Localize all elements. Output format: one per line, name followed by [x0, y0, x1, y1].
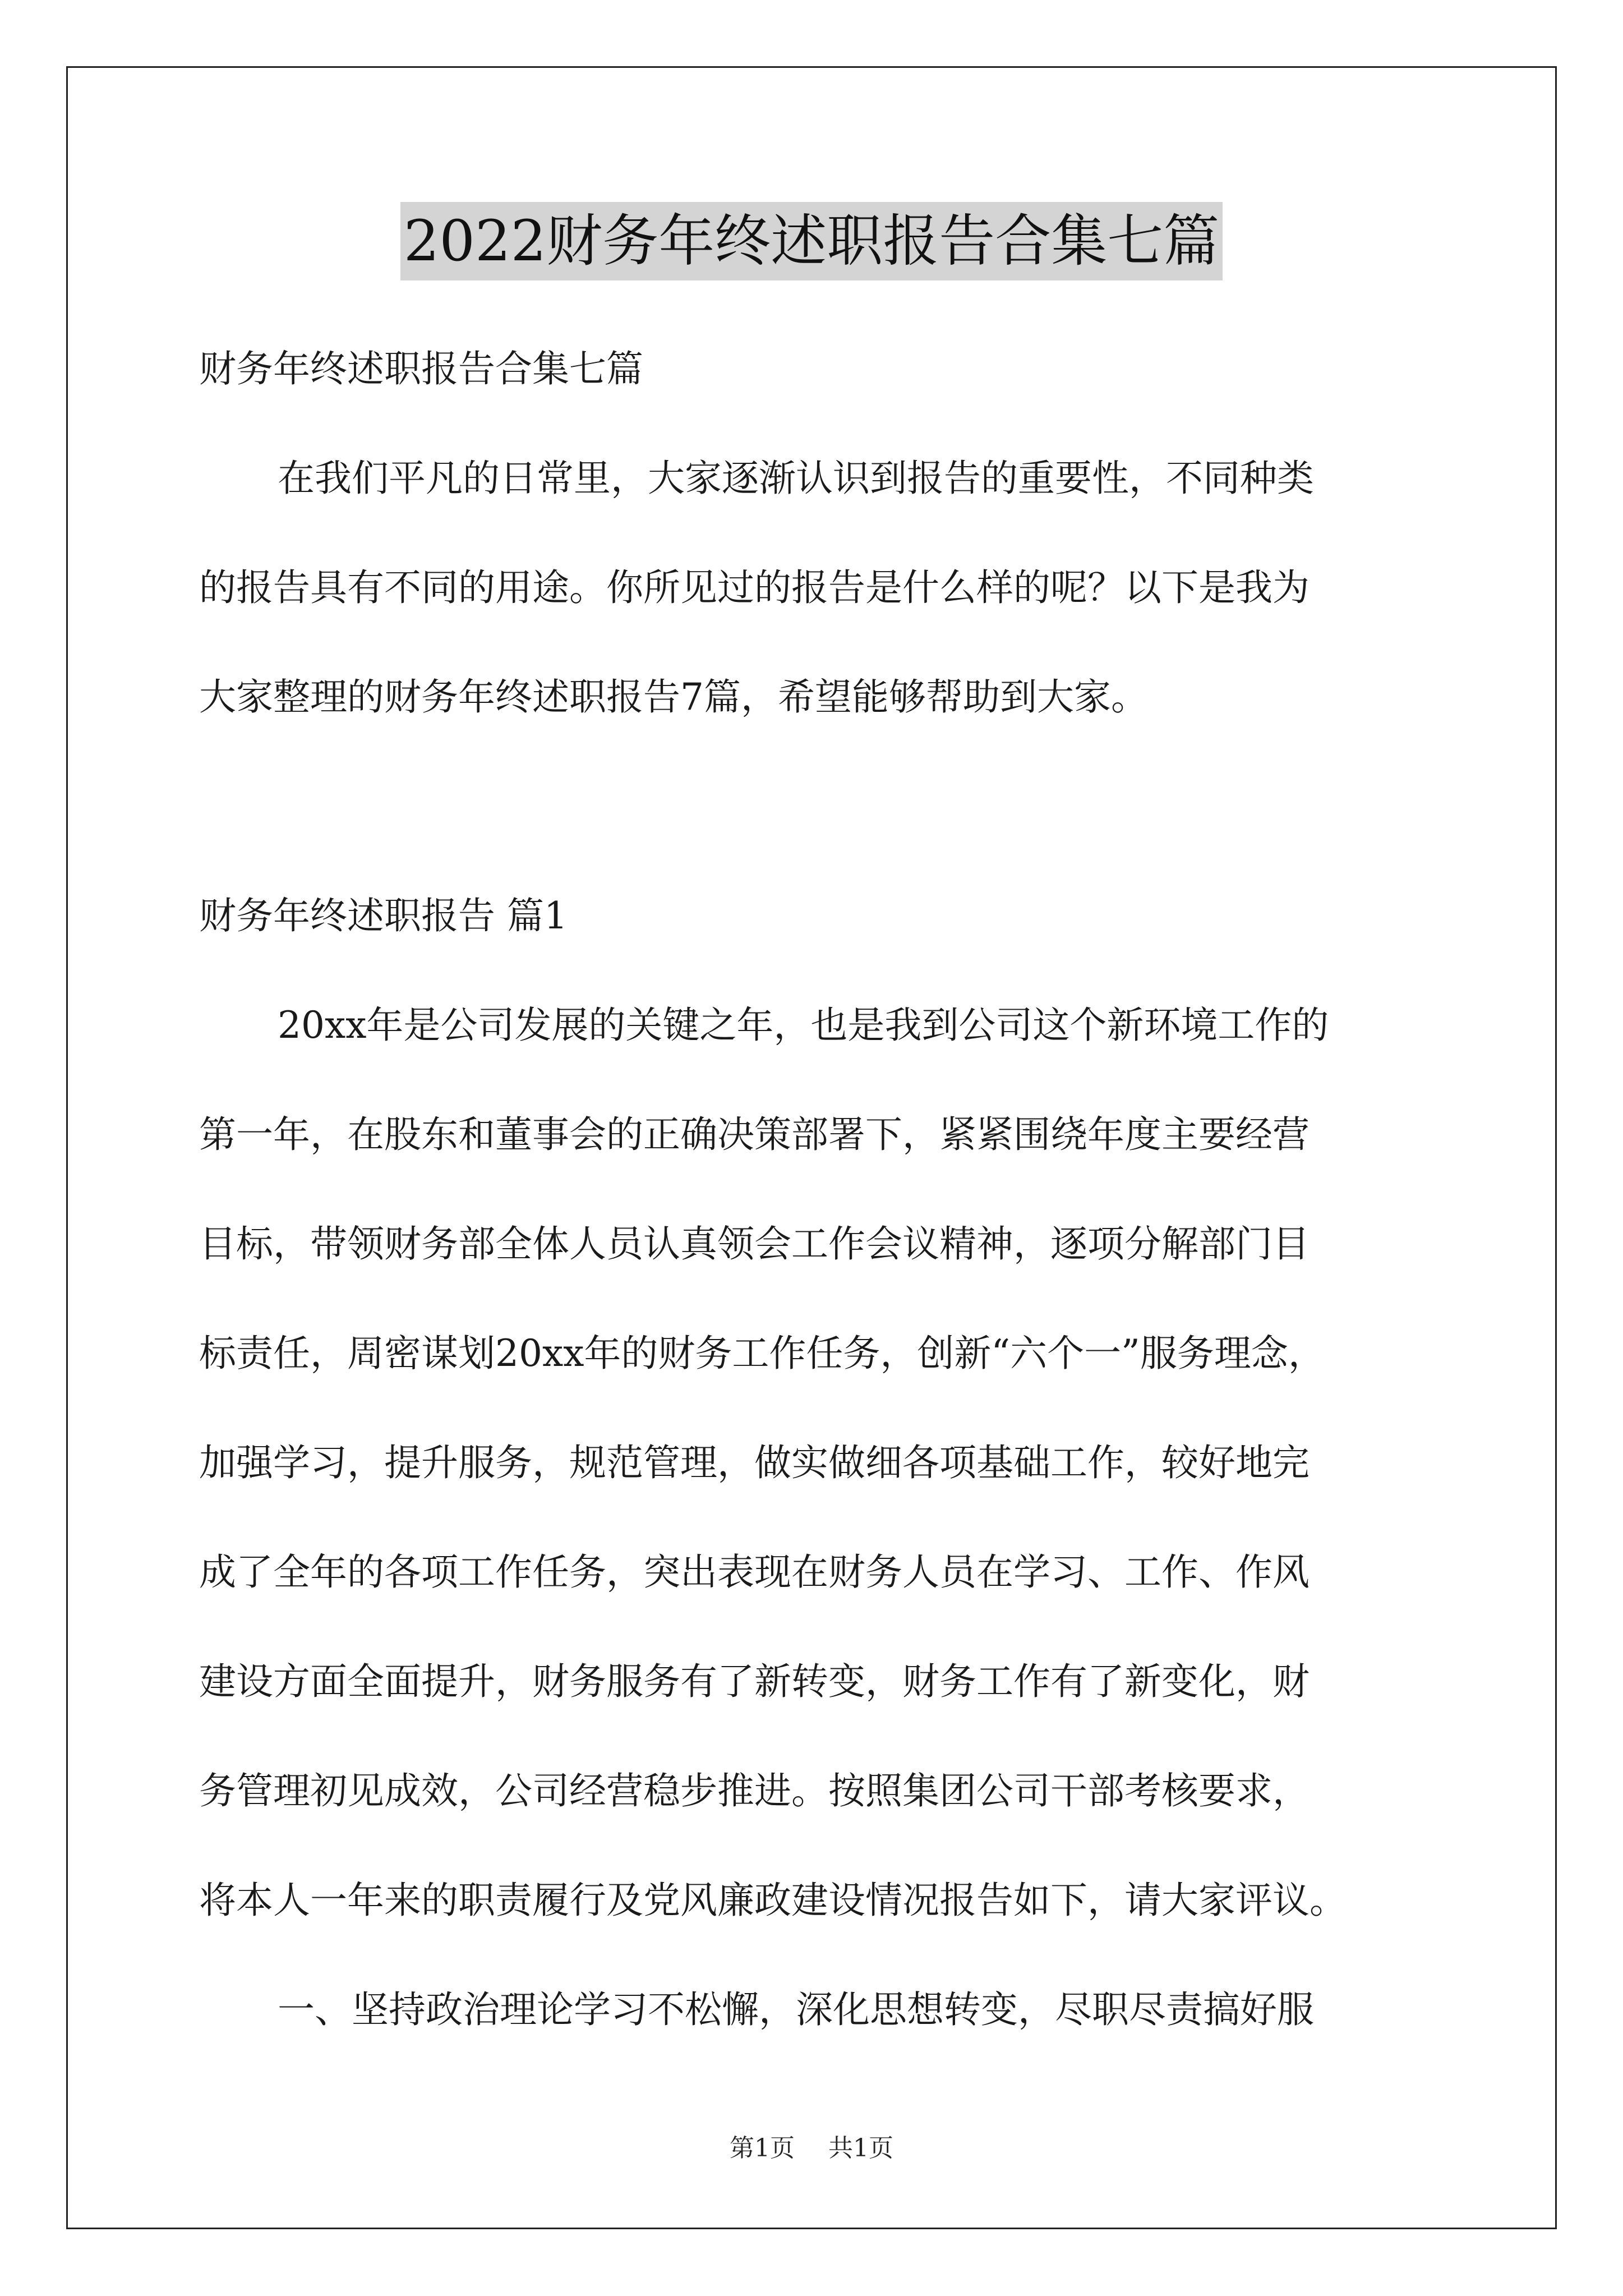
body-line: 建设方面全面提升，财务服务有了新转变，财务工作有了新变化，财 — [199, 1660, 1310, 1703]
document-body — [199, 314, 1427, 2064]
intro-line: 在我们平凡的日常里，大家逐渐认识到报告的重要性，不同种类 — [278, 457, 1314, 500]
page-footer — [0, 2132, 1623, 2165]
document-title: 2022财务年终述职报告合集七篇 — [400, 202, 1223, 280]
body-line: 成了全年的各项工作任务，突出表现在财务人员在学习、工作、作风 — [199, 1550, 1310, 1594]
title-wrapper — [0, 202, 1623, 280]
body-line: 20xx年是公司发展的关键之年，也是我到公司这个新环境工作的 — [278, 1004, 1329, 1047]
intro-line: 的报告具有不同的用途。你所见过的报告是什么样的呢？以下是我为 — [199, 566, 1310, 609]
intro-line: 大家整理的财务年终述职报告7篇，希望能够帮助到大家。 — [199, 675, 1148, 719]
page-number-label: 第1页 — [730, 2134, 795, 2162]
body-line: 标责任，周密谋划20xx年的财务工作任务，创新“六个一”服务理念， — [199, 1332, 1325, 1375]
body-line: 务管理初见成效，公司经营稳步推进。按照集团公司干部考核要求， — [199, 1769, 1310, 1812]
page-total-label: 共1页 — [828, 2134, 893, 2162]
section-heading: 财务年终述职报告 篇1 — [199, 894, 568, 937]
body-line: 加强学习，提升服务，规范管理，做实做细各项基础工作，较好地完 — [199, 1441, 1310, 1484]
body-line: 将本人一年来的职责履行及党风廉政建设情况报告如下，请大家评议。 — [199, 1879, 1347, 1922]
point-line: 一、坚持政治理论学习不松懈，深化思想转变，尽职尽责搞好服 — [278, 1988, 1314, 2031]
body-line: 目标，带领财务部全体人员认真领会工作会议精神，逐项分解部门目 — [199, 1222, 1310, 1266]
document-subtitle: 财务年终述职报告合集七篇 — [199, 347, 643, 390]
body-line: 第一年，在股东和董事会的正确决策部署下，紧紧围绕年度主要经营 — [199, 1113, 1310, 1156]
